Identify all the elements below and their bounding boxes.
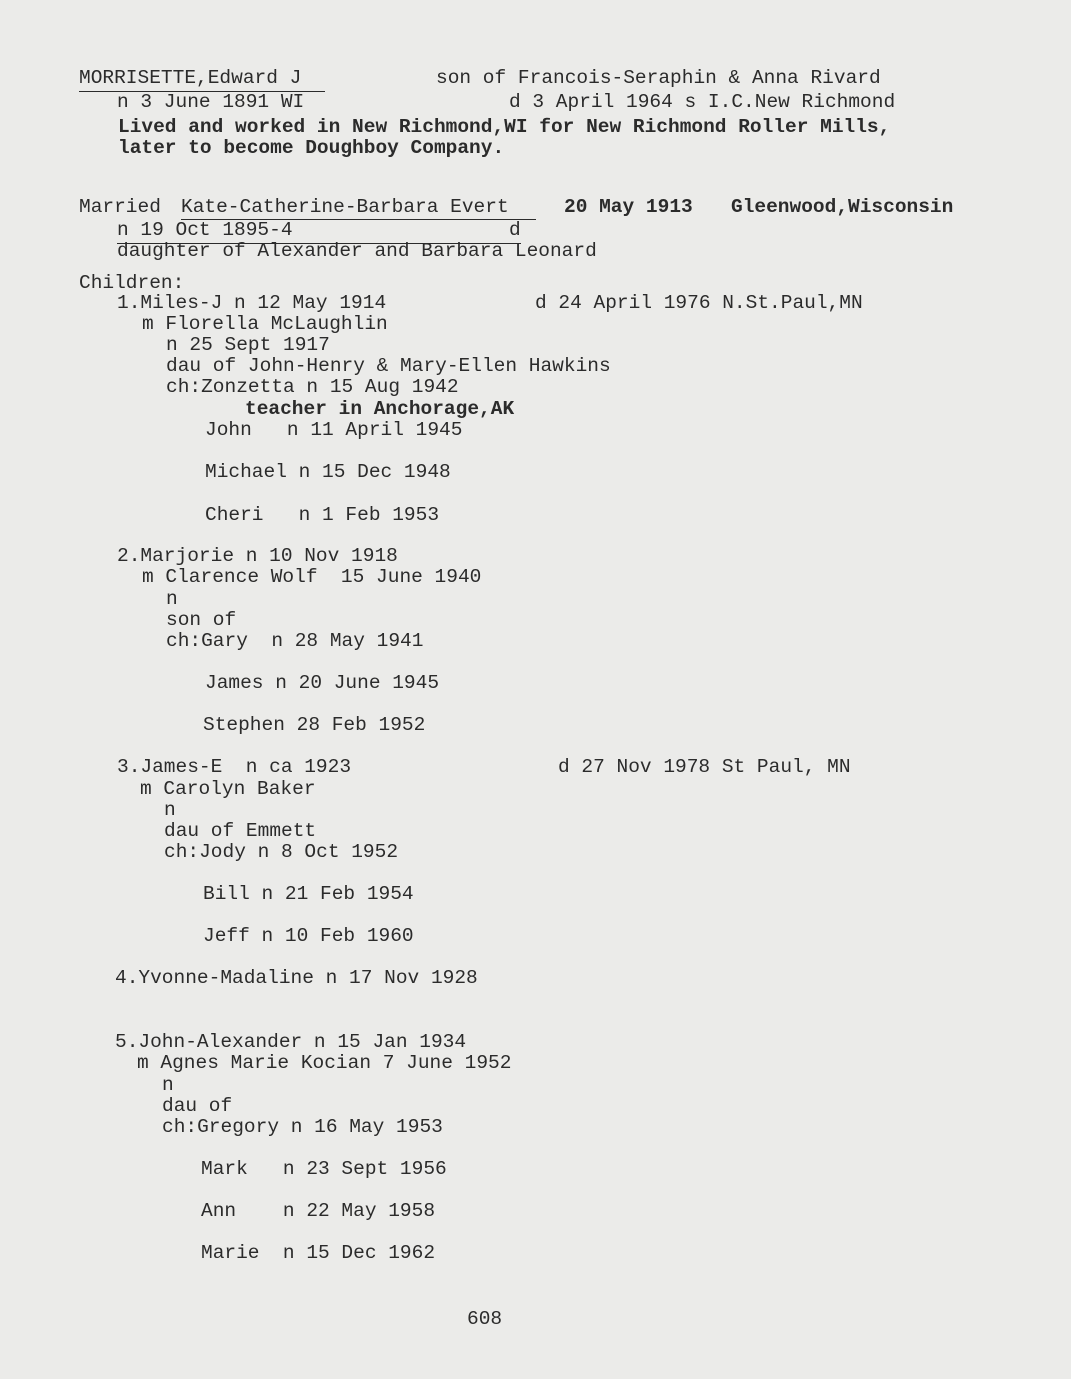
child-1-death: d 24 April 1976 N.St.Paul,MN — [535, 292, 863, 314]
child-2-spouse-parents: son of — [166, 609, 237, 631]
child-2-spouse-birth: n — [166, 588, 178, 610]
spouse-death: d — [509, 219, 521, 241]
child-2-grandchild-3: Stephen 28 Feb 1952 — [203, 714, 426, 736]
child-3-spouse: m Carolyn Baker — [140, 778, 316, 800]
person-death: d 3 April 1964 s I.C.New Richmond — [509, 91, 896, 113]
child-5-grandchild-1: ch:Gregory n 16 May 1953 — [162, 1116, 443, 1138]
spouse-parents: daughter of Alexander and Barbara Leonard — [117, 240, 597, 262]
child-1-grandchild-3: Michael n 15 Dec 1948 — [205, 461, 451, 483]
spouse-name: Kate-Catherine-Barbara Evert — [181, 196, 509, 218]
child-2-grandchild-1: ch:Gary n 28 May 1941 — [166, 630, 424, 652]
child-5-spouse-birth: n — [162, 1074, 174, 1096]
marriage-place: Gleenwood,Wisconsin — [731, 196, 954, 218]
child-3-grandchild-1: ch:Jody n 8 Oct 1952 — [164, 841, 399, 863]
child-1-grandchild-4: Cheri n 1 Feb 1953 — [205, 504, 440, 526]
person-birth: n 3 June 1891 WI — [117, 91, 305, 113]
person-name: MORRISETTE,Edward J — [79, 67, 302, 89]
children-heading: Children: — [79, 272, 185, 294]
child-2-grandchild-2: James n 20 June 1945 — [205, 672, 440, 694]
spouse-birth: n 19 Oct 1895-4 — [117, 219, 293, 241]
marriage-label: Married — [79, 196, 161, 218]
child-1-spouse-birth: n 25 Sept 1917 — [166, 334, 330, 356]
child-3-death: d 27 Nov 1978 St Paul, MN — [558, 756, 851, 778]
child-5-line: 5.John-Alexander n 15 Jan 1934 — [115, 1031, 467, 1053]
child-5-grandchild-3: Ann n 22 May 1958 — [201, 1200, 436, 1222]
child-2-spouse: m Clarence Wolf 15 June 1940 — [142, 566, 482, 588]
person-note-line-1: Lived and worked in New Richmond,WI for New Richmond Roller Mills, — [118, 116, 891, 138]
marriage-date: 20 May 1913 — [564, 196, 693, 218]
child-5-spouse-parents: dau of — [162, 1095, 233, 1117]
child-3-grandchild-3: Jeff n 10 Feb 1960 — [203, 925, 414, 947]
child-4-line: 4.Yvonne-Madaline n 17 Nov 1928 — [115, 967, 478, 989]
child-5-grandchild-4: Marie n 15 Dec 1962 — [201, 1242, 436, 1264]
child-3-spouse-birth: n — [164, 799, 176, 821]
child-1-spouse: m Florella McLaughlin — [142, 313, 388, 335]
child-3-line: 3.James-E n ca 1923 — [117, 756, 352, 778]
page-number: 608 — [467, 1308, 503, 1330]
person-parents: son of Francois-Seraphin & Anna Rivard — [436, 67, 881, 89]
child-3-grandchild-2: Bill n 21 Feb 1954 — [203, 883, 414, 905]
child-1-grandchild-1-note: teacher in Anchorage,AK — [245, 398, 515, 420]
child-5-grandchild-2: Mark n 23 Sept 1956 — [201, 1158, 447, 1180]
child-2-line: 2.Marjorie n 10 Nov 1918 — [117, 545, 398, 567]
child-1-line: 1.Miles-J n 12 May 1914 — [117, 292, 387, 314]
child-5-spouse: m Agnes Marie Kocian 7 June 1952 — [137, 1052, 512, 1074]
child-1-grandchild-1: ch:Zonzetta n 15 Aug 1942 — [166, 376, 459, 398]
person-note-line-2: later to become Doughboy Company. — [118, 137, 505, 159]
child-3-spouse-parents: dau of Emmett — [164, 820, 317, 842]
child-1-spouse-parents: dau of John-Henry & Mary-Ellen Hawkins — [166, 355, 611, 377]
child-1-grandchild-2: John n 11 April 1945 — [205, 419, 463, 441]
